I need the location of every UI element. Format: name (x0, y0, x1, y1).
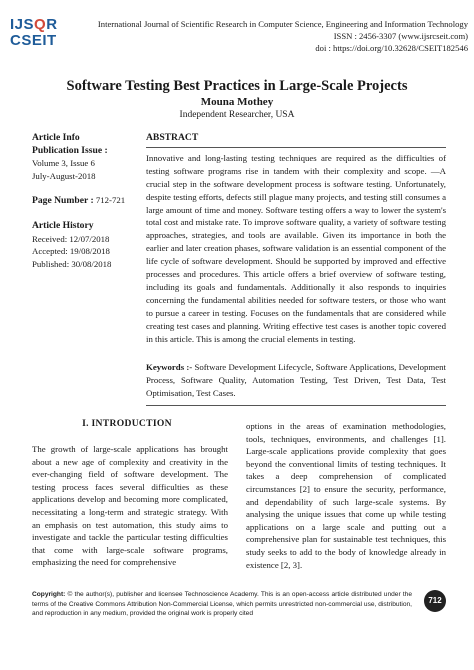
article-info-heading: Article Info (32, 132, 80, 143)
page-number-badge: 712 (424, 590, 446, 612)
abstract-text: Innovative and long-lasting testing techniques are required as the difficulties of testing software programs rise in tandem with their complexity and scope. —A crucial step in the software development process is software testing. Unfortunately, despite testing efforts, defects still plague many projects, and testing still consumes a large amount of time and money. Software testing offers a way to lower the system's total cost and mistake rate. To improve software quality, a variety of software testing approaches, strategies, and tools are available. Given its importance in both the earlier and later creation phases, software validation is an essential component of the life cycle of software development. Should be supported by improved and effective processes and procedures. This article offers a brief overview of software testing, including its goals and fundamentals. Additionally it also responds to inquiries concerning the fundamental abilities needed for software testers, or those who want to pursue a career in testing. Focuses on the fundamentals that are considered while creating test cases and planning. Writing effective test cases is another topic covered in this article. This is among the crucial elements in testing. (146, 152, 446, 344)
published-date: Published: 30/08/2018 (32, 258, 112, 269)
journal-info (88, 18, 468, 54)
paper-title: Software Testing Best Practices in Large-Scale Projects (66, 78, 408, 94)
journal-logo (10, 16, 80, 62)
introduction-left-column: The growth of large-scale applications has brought about a new age of complexity and creativity in the ever-changing field of software development. The testing process faces several difficulties as these applications develop and becoming more complicated, necessitating a long-term and strategic strategy. With an emphasis on test automation, this study aims to investigate and tackle the particular testing difficulties that come with large-scale software programs, emphasizing the need for comprehensive (32, 444, 228, 568)
article-info-column (32, 132, 132, 270)
issue-date: July-August-2018 (32, 170, 96, 181)
journal-issn[interactable]: ISSN : 2456-3307 (www.ijsrcseit.com) (333, 31, 468, 41)
article-history-heading: Article History (32, 219, 94, 231)
keywords-line: Keywords :- Software Development Lifecycle, Software Applications, Development Process, Software Quality, Automation Testing, Test Driven, Test Data, Test Optimisation, Test Cases. (146, 362, 446, 398)
logo-bottom-line: CSEIT (10, 32, 57, 49)
paper-affiliation: Independent Researcher, USA (179, 110, 295, 120)
abstract-divider (146, 147, 446, 148)
abstract-heading: ABSTRACT (146, 132, 199, 143)
accepted-date: Accepted: 19/08/2018 (32, 246, 110, 257)
paper-author: Mouna Mothey (200, 96, 274, 108)
received-date: Received: 12/07/2018 (32, 233, 110, 244)
page-number-line: Page Number : 712-721 (32, 195, 126, 207)
journal-header (10, 14, 470, 84)
volume-issue: Volume 3, Issue 6 (32, 158, 95, 169)
introduction-heading: I. INTRODUCTION (82, 418, 172, 429)
abstract-section (146, 132, 446, 346)
journal-doi[interactable]: doi : https://doi.org/10.32628/CSEIT182546 (315, 43, 468, 53)
keywords-divider (146, 405, 446, 406)
copyright-notice: Copyright: © the author(s), publisher and licensee Technoscience Academy. This is an open-access article distributed under the terms of the Creative Commons Attribution Non-Commercial License, which permits unrestricted non-commercial use, distribution, and reproduction in any medium, provided the original work is properly cited (32, 591, 412, 617)
logo-top-line: IJSQR (10, 16, 58, 33)
introduction-right-column: options in the areas of examination methodologies, tools, techniques, environments, and challenges [1]. Large-scale applications provide complexity that goes beyond the conventional limits of testing techniques. It takes a deep comprehension of complicated circumstances [2] to ensure the security, performance, and dependability of such large-scale systems. By analysing the unique issues that come up while testing applications on a large scale and putting out a comprehensive plan for sustainable test techniques, this study seeks to add to the body of knowledge already in existence [2, 3]. (246, 421, 446, 570)
publication-issue-label: Publication Issue : (32, 144, 108, 156)
journal-name: International Journal of Scientific Research in Computer Science, Engineering and Information Technology (97, 19, 468, 29)
